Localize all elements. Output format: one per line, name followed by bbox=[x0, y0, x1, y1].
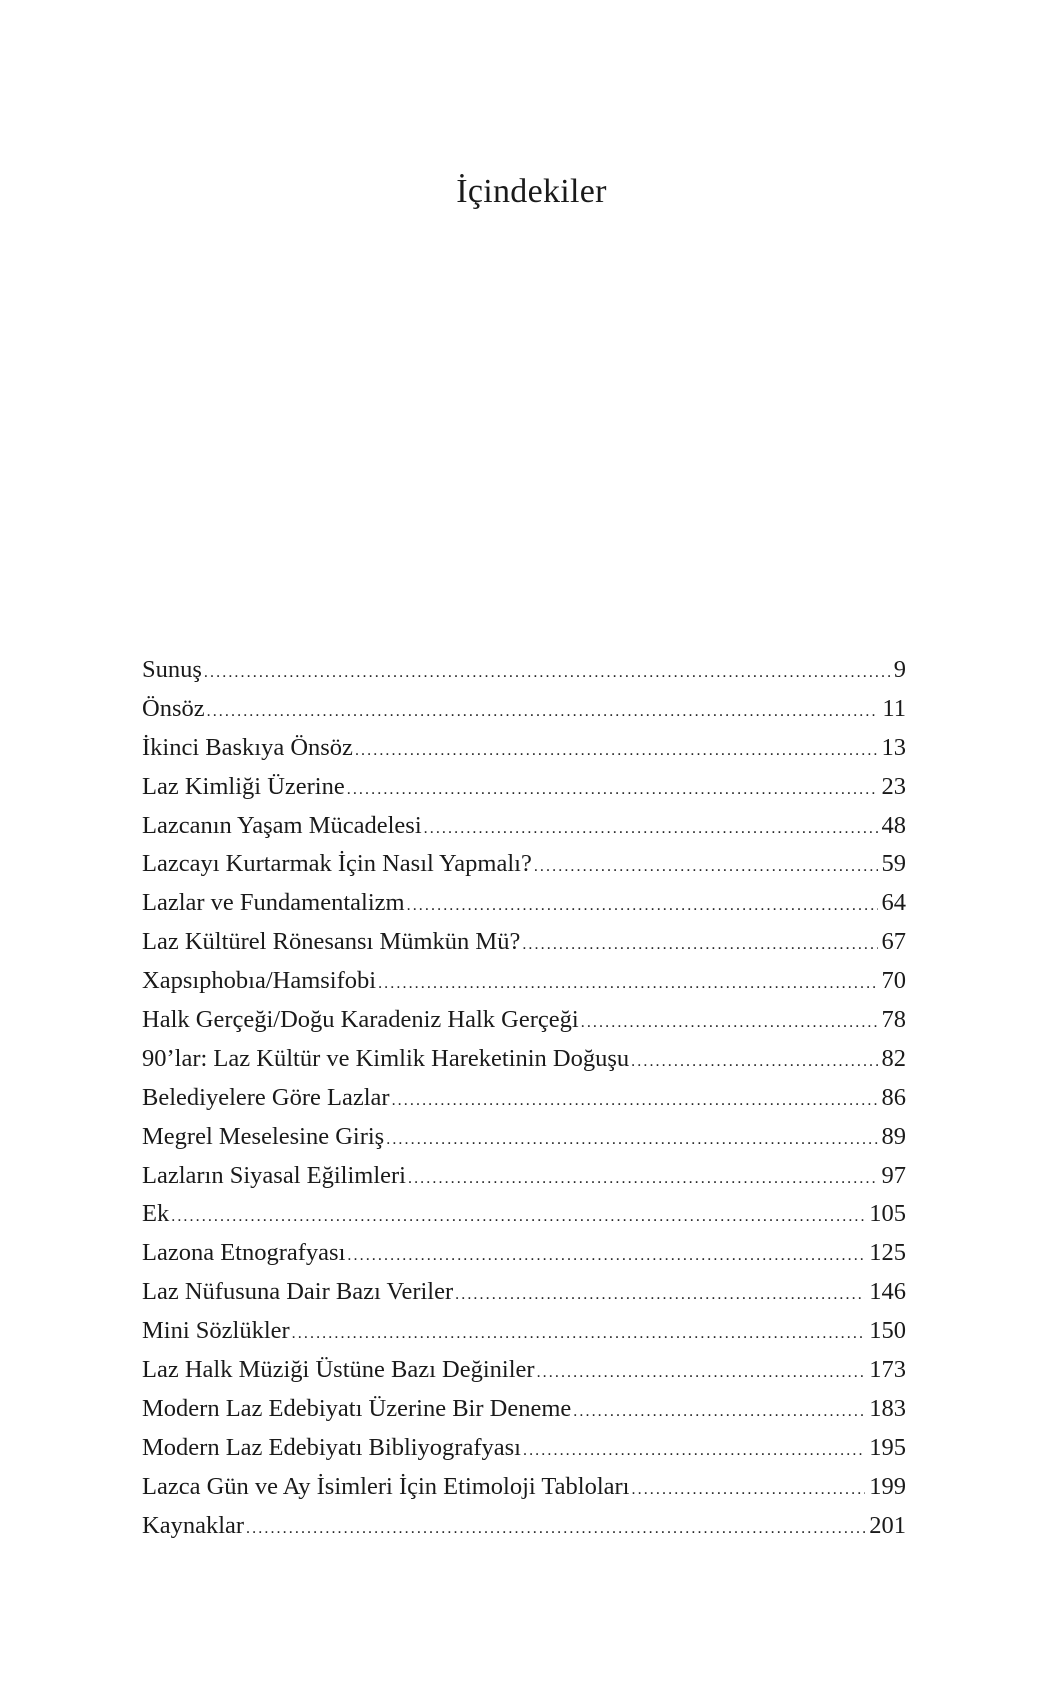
dot-leader bbox=[347, 771, 878, 810]
toc-entry-page-number: 97 bbox=[881, 1161, 906, 1189]
toc-entry-title: Lazca Gün ve Ay İsimleri İçin Etimoloji Tabloları bbox=[142, 1472, 630, 1500]
toc-entry[interactable] bbox=[142, 1118, 906, 1157]
toc-entry[interactable] bbox=[142, 768, 906, 807]
toc-entry[interactable] bbox=[142, 962, 906, 1001]
toc-entry[interactable] bbox=[142, 845, 906, 884]
toc-entry-title: İkinci Baskıya Önsöz bbox=[142, 733, 353, 761]
dot-leader bbox=[407, 887, 878, 926]
toc-entry-title: Xapsıphobıa/Hamsifobi bbox=[142, 967, 377, 995]
dot-leader bbox=[631, 1043, 877, 1082]
dot-leader bbox=[522, 926, 877, 965]
toc-entry-page-number: 59 bbox=[881, 850, 906, 878]
toc-entry-title: Kaynaklar bbox=[142, 1511, 245, 1539]
toc-entry-title: Modern Laz Edebiyatı Üzerine Bir Deneme bbox=[142, 1394, 572, 1422]
toc-entry-page-number: 13 bbox=[881, 733, 906, 761]
toc-entry[interactable] bbox=[142, 1429, 906, 1468]
dot-leader bbox=[207, 693, 879, 732]
toc-entry-page-number: 199 bbox=[869, 1472, 906, 1500]
toc-entry-page-number: 78 bbox=[881, 1006, 906, 1034]
toc-entry[interactable] bbox=[142, 923, 906, 962]
toc-entry-title: Lazcayı Kurtarmak İçin Nasıl Yapmalı? bbox=[142, 850, 532, 878]
dot-leader bbox=[246, 1510, 865, 1549]
dot-leader bbox=[455, 1276, 865, 1315]
toc-entry-title: Laz Kimliği Üzerine bbox=[142, 772, 345, 800]
dot-leader bbox=[171, 1198, 865, 1237]
toc-entry-title: Ek bbox=[142, 1200, 170, 1228]
toc-entry[interactable] bbox=[142, 1040, 906, 1079]
table-of-contents bbox=[142, 651, 906, 1545]
toc-entry-page-number: 105 bbox=[869, 1200, 906, 1228]
dot-leader bbox=[386, 1121, 877, 1160]
toc-entry[interactable] bbox=[142, 1157, 906, 1196]
toc-entry-page-number: 201 bbox=[869, 1511, 906, 1539]
toc-entry-title: Lazlar ve Fundamentalizm bbox=[142, 889, 405, 917]
toc-entry-page-number: 9 bbox=[893, 656, 906, 683]
toc-entry-page-number: 70 bbox=[881, 967, 906, 995]
toc-entry[interactable] bbox=[142, 1468, 906, 1507]
toc-entry-title: Sunuş bbox=[142, 656, 202, 683]
toc-entry-title: Mini Sözlükler bbox=[142, 1317, 290, 1345]
toc-entry-page-number: 150 bbox=[869, 1317, 906, 1345]
dot-leader bbox=[523, 1432, 865, 1471]
toc-entry-page-number: 64 bbox=[881, 889, 906, 917]
toc-entry-title: Laz Kültürel Rönesansı Mümkün Mü? bbox=[142, 928, 521, 956]
dot-leader bbox=[632, 1471, 866, 1510]
toc-entry-page-number: 173 bbox=[869, 1356, 906, 1384]
toc-entry-title: Lazların Siyasal Eğilimleri bbox=[142, 1161, 406, 1189]
dot-leader bbox=[292, 1315, 866, 1354]
toc-entry[interactable] bbox=[142, 884, 906, 923]
toc-entry-title: Laz Halk Müziği Üstüne Bazı Değiniler bbox=[142, 1356, 535, 1384]
toc-entry-title: Belediyelere Göre Lazlar bbox=[142, 1083, 390, 1111]
dot-leader bbox=[408, 1160, 878, 1199]
toc-entry[interactable] bbox=[142, 1234, 906, 1273]
dot-leader bbox=[347, 1237, 865, 1276]
dot-leader bbox=[204, 654, 890, 693]
toc-entry-title: Megrel Meselesine Giriş bbox=[142, 1122, 385, 1150]
toc-entry-title: Halk Gerçeği/Doğu Karadeniz Halk Gerçeği bbox=[142, 1006, 579, 1034]
dot-leader bbox=[537, 1354, 866, 1393]
toc-entry-title: Lazcanın Yaşam Mücadelesi bbox=[142, 811, 422, 839]
toc-entry-page-number: 82 bbox=[881, 1044, 906, 1072]
dot-leader bbox=[378, 965, 877, 1004]
toc-entry-page-number: 48 bbox=[881, 811, 906, 839]
toc-entry-title: Laz Nüfusuna Dair Bazı Veriler bbox=[142, 1278, 454, 1306]
toc-entry-page-number: 67 bbox=[881, 928, 906, 956]
toc-entry-page-number: 125 bbox=[869, 1239, 906, 1267]
toc-entry-page-number: 11 bbox=[882, 694, 906, 722]
toc-entry[interactable] bbox=[142, 1507, 906, 1546]
toc-entry-page-number: 86 bbox=[881, 1083, 906, 1111]
toc-entry-title: Lazona Etnografyası bbox=[142, 1239, 346, 1267]
toc-entry[interactable] bbox=[142, 1001, 906, 1040]
toc-entry[interactable] bbox=[142, 1079, 906, 1118]
toc-entry[interactable] bbox=[142, 807, 906, 846]
toc-entry[interactable] bbox=[142, 651, 906, 690]
toc-entry[interactable] bbox=[142, 1390, 906, 1429]
dot-leader bbox=[424, 810, 878, 849]
dot-leader bbox=[392, 1082, 878, 1121]
toc-entry-page-number: 146 bbox=[869, 1278, 906, 1306]
toc-entry[interactable] bbox=[142, 1312, 906, 1351]
toc-entry-page-number: 183 bbox=[869, 1394, 906, 1422]
toc-entry-page-number: 89 bbox=[881, 1122, 906, 1150]
toc-entry[interactable] bbox=[142, 1195, 906, 1234]
dot-leader bbox=[534, 848, 878, 887]
toc-entry-page-number: 195 bbox=[869, 1433, 906, 1461]
toc-entry[interactable] bbox=[142, 690, 906, 729]
dot-leader bbox=[573, 1393, 865, 1432]
dot-leader bbox=[355, 732, 878, 771]
toc-entry[interactable] bbox=[142, 729, 906, 768]
toc-entry-page-number: 23 bbox=[881, 772, 906, 800]
page-title: İçindekiler bbox=[456, 173, 607, 210]
toc-entry-title: Modern Laz Edebiyatı Bibliyografyası bbox=[142, 1433, 521, 1461]
toc-entry[interactable] bbox=[142, 1273, 906, 1312]
toc-entry-title: Önsöz bbox=[142, 694, 205, 722]
toc-entry-title: 90’lar: Laz Kültür ve Kimlik Hareketinin Doğuşu bbox=[142, 1044, 630, 1072]
dot-leader bbox=[581, 1004, 878, 1043]
toc-entry[interactable] bbox=[142, 1351, 906, 1390]
